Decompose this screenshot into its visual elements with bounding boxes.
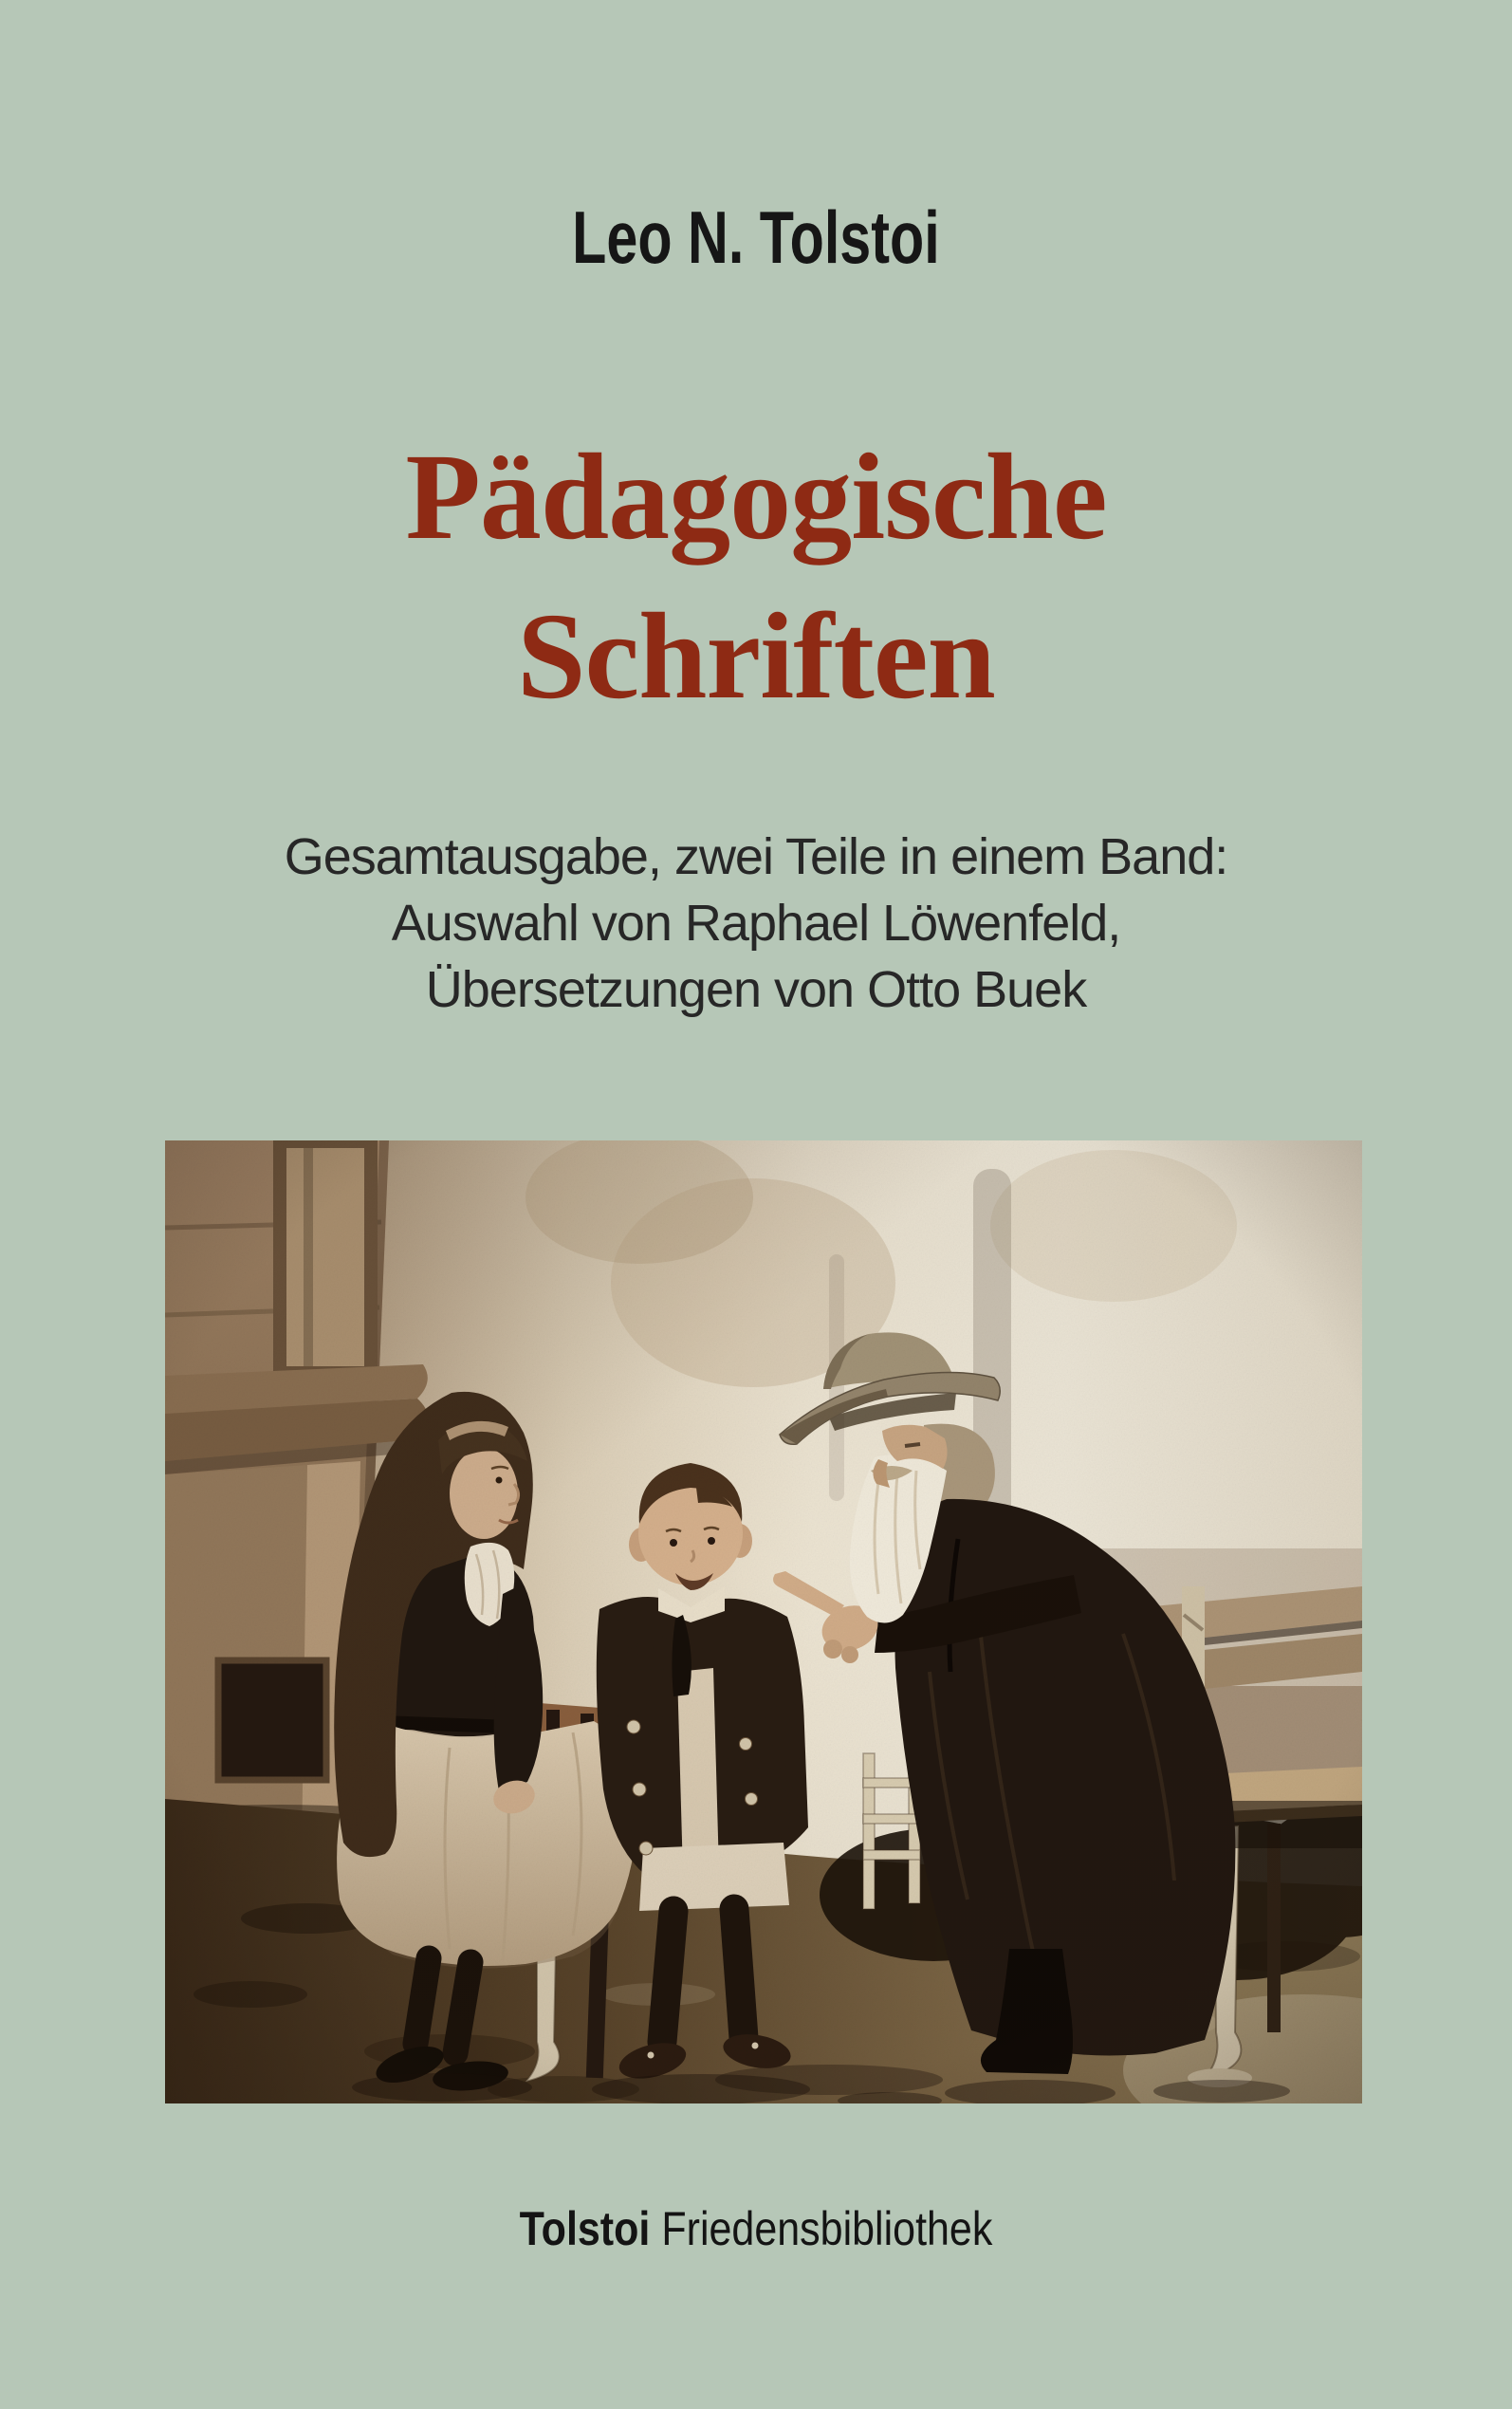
publisher-imprint bbox=[0, 2201, 1512, 2256]
photo-vignette bbox=[165, 1140, 1362, 2103]
book-title bbox=[0, 417, 1512, 736]
cover-photo bbox=[165, 1140, 1362, 2103]
book-title-line-2: Schriften bbox=[517, 588, 995, 725]
subtitle-line-2: Auswahl von Raphael Löwenfeld, bbox=[391, 895, 1121, 952]
publisher-brand-bold: Tolstoi bbox=[519, 2202, 651, 2255]
subtitle-line-3: Übersetzungen von Otto Buek bbox=[425, 961, 1087, 1018]
author-name bbox=[0, 195, 1512, 281]
subtitle-line-1: Gesamtausgabe, zwei Teile in einem Band: bbox=[284, 828, 1228, 885]
book-subtitle bbox=[0, 824, 1512, 1023]
publisher-imprint-text bbox=[520, 2201, 993, 2256]
author-name-text: Leo N. Tolstoi bbox=[572, 195, 940, 279]
publisher-brand-regular: Friedensbibliothek bbox=[661, 2202, 993, 2255]
tolstoy-with-children-photo bbox=[165, 1140, 1362, 2103]
book-title-line-1: Pädagogische bbox=[405, 429, 1107, 565]
